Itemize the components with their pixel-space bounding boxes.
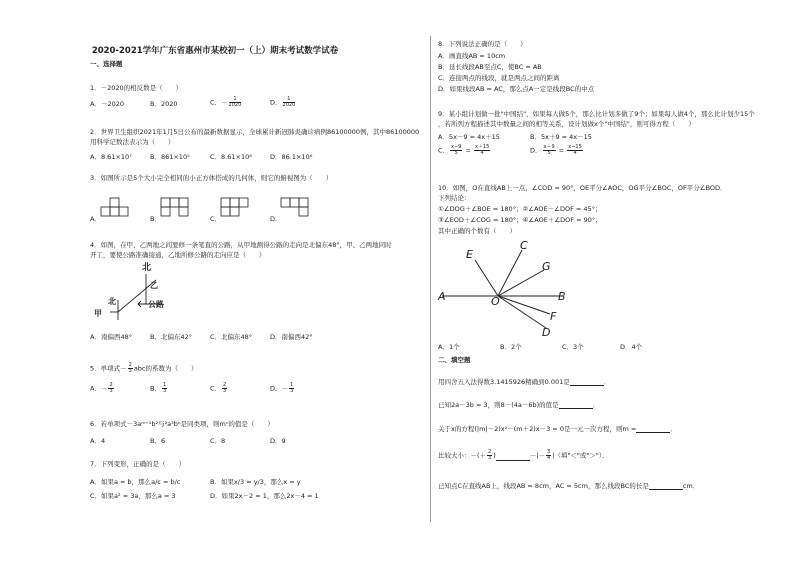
q2-stem-line1: 2．世界卫生组织2021年1月5日公布的最新数据显示，全球累计新冠肺炎确诊病例86100000例，其中86100000 bbox=[90, 128, 420, 136]
q10-option-c: C．3个 bbox=[562, 343, 584, 351]
q2-option-d: D．86.1×10⁶ bbox=[270, 153, 313, 161]
q7-option-c: C．如果a² = 3a，那么a = 3 bbox=[90, 492, 176, 500]
q8-option-b: B．延长线段AB至点C，使BC = AB bbox=[438, 63, 542, 71]
q4-option-a: A．南偏西48° bbox=[90, 333, 132, 341]
q7-option-b: B．如果x/3 = y/3，那么x = y bbox=[210, 478, 301, 486]
q2-stem-line2: 用科学记数法表示为（ ） bbox=[90, 138, 175, 146]
q7-option-d: D．如果2x－2 = 1，那么2x－4 = 1 bbox=[210, 492, 319, 500]
q4-direction-figure bbox=[90, 260, 200, 322]
q10-option-b: B．2个 bbox=[500, 343, 522, 351]
q5-option-a: A．－ $\frac{2}{3}$ bbox=[90, 382, 113, 394]
q1-option-c: C．－ $\frac{1}{2020}$ bbox=[210, 96, 242, 108]
q4-label-jia: 甲 bbox=[94, 309, 102, 318]
exam-title: 2020-2021学年广东省惠州市某校初一（上）期末考试数学试卷 bbox=[91, 46, 339, 56]
q4-label-north-left: 北 bbox=[108, 297, 116, 306]
q7-option-a: A．如果a = b，那么a/c = b/c bbox=[90, 478, 181, 486]
q10-angle-figure bbox=[434, 236, 584, 340]
q5-stem: 5．单项式－ $\frac{2}{3}$ abc的系数为（ ） bbox=[90, 362, 198, 374]
q3-figure-c bbox=[220, 193, 260, 223]
q4-stem-line2: 开工，要使公路准确接通，乙地所修公路的走向应是（ ） bbox=[90, 251, 266, 259]
q9-option-c: C． $\frac{x-9}{5}$ = $\frac{x+15}{4}$ bbox=[438, 144, 490, 156]
q4-option-c: C．北偏东48° bbox=[210, 333, 253, 341]
q10-stem-line1: 10．如图，O在直线AB上一点，∠COD = 90°，OE平分∠AOC，OG平分∠BOC，OF平分∠BOD． bbox=[438, 184, 727, 192]
q10-label-C: C bbox=[520, 239, 528, 252]
q10-label-D: D bbox=[542, 326, 551, 339]
q1-option-a: A．－2020 bbox=[90, 100, 124, 108]
q10-ray-OF bbox=[498, 296, 550, 314]
q4-option-d: D．南偏西42° bbox=[270, 333, 313, 341]
q9-option-b: B．5x＋9 = 4x－15 bbox=[530, 133, 592, 141]
q8-option-d: D．如果线段AB = AC，那么点A一定是线段BC的中点 bbox=[438, 85, 595, 93]
fill-q15-blank[interactable] bbox=[649, 482, 683, 490]
q2-option-c: C．8.61×10⁸ bbox=[210, 153, 252, 161]
q10-label-G: G bbox=[542, 260, 551, 273]
q6-option-d: D．9 bbox=[270, 437, 286, 445]
q10-label-A: A bbox=[438, 290, 446, 303]
column-divider bbox=[430, 36, 431, 522]
q3-option-a: A． bbox=[90, 215, 101, 223]
q6-option-a: A．4 bbox=[90, 437, 106, 445]
q4-label-road: 公路 bbox=[148, 300, 164, 309]
q4-stem-line1: 4．如图，在甲、乙两地之间要修一条笔直的公路，从甲地测得公路的走向是北偏东48°，甲、乙两地同时 bbox=[90, 241, 392, 249]
q2-option-b: B．861×10⁵ bbox=[150, 153, 190, 161]
q10-label-B: B bbox=[558, 290, 566, 303]
q8-option-c: C．连接两点的线段，就是两点之间的距离 bbox=[438, 74, 560, 82]
q1-option-b: B．2020 bbox=[150, 100, 178, 108]
q10-ray-OD bbox=[498, 296, 546, 328]
q5-option-b: B． $\frac{1}{3}$ bbox=[150, 382, 167, 394]
q9-option-d: D． $\frac{x+9}{5}$ = $\frac{x-15}{4}$ bbox=[530, 144, 582, 156]
q3-figure-b bbox=[160, 193, 200, 223]
q10-ray-OE bbox=[475, 260, 498, 296]
q9-stem-line2: ，若所列方程描述其中数量之间的相等关系，设计划做x个"中国结"，则可得方程（ ） bbox=[438, 120, 695, 128]
fill-q13: 关于x的方程(|m|－2)x²－(m＋2)x－3 = 0是一元一次方程，则m = ． bbox=[438, 425, 677, 433]
q3-option-c: C． bbox=[210, 215, 222, 223]
fill-q12-blank[interactable] bbox=[559, 401, 593, 409]
section-fill-heading: 二、填空题 bbox=[438, 356, 471, 364]
q10-label-E: E bbox=[466, 248, 473, 261]
q10-stem-line2: 下列结论： bbox=[438, 194, 471, 202]
fill-q14: 比较大小：－(＋ $\frac{2}{3}$ ) －|－ $\frac{3}{4}$ |（填"＜"或"＞"）． bbox=[438, 449, 609, 461]
q10-stem-line3: 其中正确的个数有（ ） bbox=[438, 227, 516, 235]
q3-option-b: B． bbox=[150, 215, 161, 223]
q1-stem: 1．－2020的相反数是（ ） bbox=[90, 84, 183, 92]
q5-option-c: C． $\frac{2}{3}$ bbox=[210, 382, 227, 394]
q1-option-d: D． $\frac{1}{2020}$ bbox=[270, 96, 296, 108]
q3-figure-d bbox=[280, 193, 320, 223]
q9-option-a: A．5x－9 = 4x＋15 bbox=[438, 133, 500, 141]
q8-option-a: A．画直线AB = 10cm bbox=[438, 52, 506, 60]
q8-stem: 8．下列说法正确的是（ ） bbox=[438, 40, 527, 48]
q10-label-O: O bbox=[491, 295, 500, 308]
q10-conclusion-1: ①∠DOG＋∠BOE = 180°；②∠AOE－∠DOF = 45°； bbox=[438, 205, 602, 213]
q3-figure-a bbox=[100, 193, 140, 223]
fill-q11-blank[interactable] bbox=[570, 378, 604, 386]
q6-option-c: C．8 bbox=[210, 437, 226, 445]
q4-label-north-top: 北 bbox=[142, 263, 152, 273]
q10-option-a: A．1个 bbox=[438, 343, 460, 351]
q9-stem-line1: 9．某小组计划做一批"中国结"，如果每人做5个，那么比计划多做了9个；如果每人做4个，那么比计划少15个 bbox=[438, 110, 755, 118]
q4-option-b: B．北偏东42° bbox=[150, 333, 192, 341]
q6-stem: 6．若单项式－3aᵐ⁺¹b²与²a³bⁿ是同类项，则mⁿ的值是（ ） bbox=[90, 420, 274, 428]
fill-q11: 用四舍五入法得数3.1415926精确到0.001是 ． bbox=[438, 378, 611, 386]
fill-q14-blank[interactable] bbox=[496, 453, 530, 461]
q10-label-F: F bbox=[550, 310, 557, 323]
q6-option-b: B．6 bbox=[150, 437, 166, 445]
q3-option-d: D． bbox=[270, 215, 282, 223]
fill-q13-blank[interactable] bbox=[636, 425, 670, 433]
fill-q12: 已知2a－3b = 3，则8－(4a－6b)的值是 ． bbox=[438, 401, 600, 409]
fill-q15: 已知点C在直线AB上，线段AB = 8cm，AC = 5cm，那么线段BC的长是 cm． bbox=[438, 482, 700, 490]
q10-option-d: D．4个 bbox=[620, 343, 643, 351]
q5-option-d: D．－ $\frac{1}{3}$ bbox=[270, 382, 294, 394]
q3-stem: 3．如图所示是5个大小完全相同的小正方体搭成的几何体，则它的俯视图为（ ） bbox=[90, 174, 333, 182]
q4-label-yi: 乙 bbox=[150, 281, 158, 290]
q7-stem: 7．下列变形，正确的是（ ） bbox=[90, 460, 186, 468]
q2-option-a: A．8.61×10⁷ bbox=[90, 153, 132, 161]
q10-conclusion-2: ③∠EOD＋∠COG = 180°；④∠AOE＋∠DOF = 90°； bbox=[438, 216, 602, 224]
section-choice-heading: 一、选择题 bbox=[90, 60, 123, 68]
